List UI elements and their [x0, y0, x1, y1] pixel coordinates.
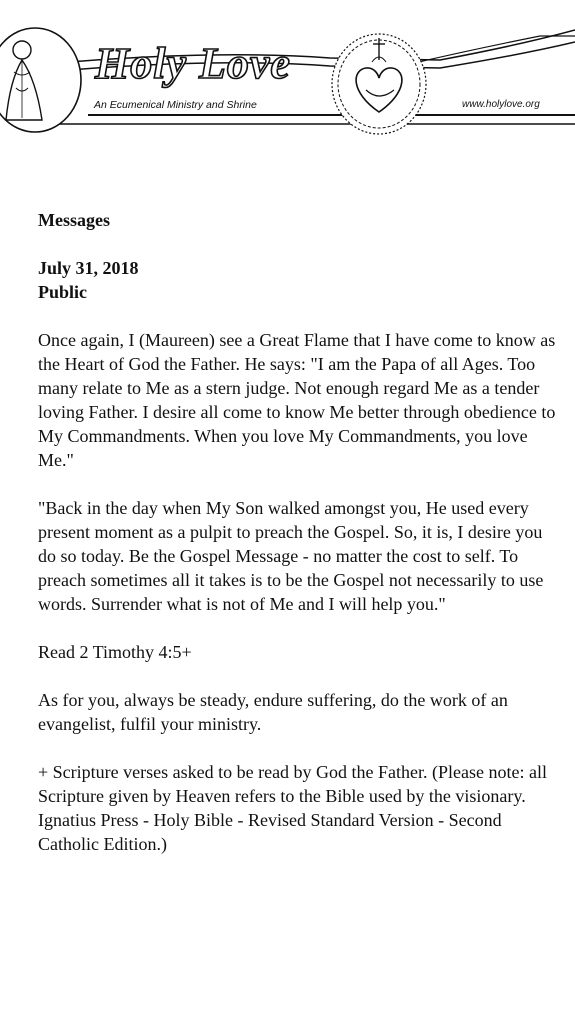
header-banner	[0, 0, 575, 135]
scripture-verse: As for you, always be steady, endure suffering, do the work of an evangelist, fulfil your ministry.	[38, 690, 508, 734]
sacred-heart-wreath-icon	[332, 34, 426, 134]
message-audience: Public	[38, 282, 88, 302]
message-article	[38, 208, 558, 880]
message-paragraph: "Back in the day when My Son walked amongst you, He used every present moment as a pulpit to preach the Gospel. So, it is, I desire you do so today. Be the Gospel Message - no matter the cost to self. To preach sometimes all it takes is to be the Gospel not necessarily to use words. Surrender what is not of Me and I will help you."	[38, 498, 544, 614]
scripture-footnote: + Scripture verses asked to be read by God the Father. (Please note: all Scripture given by Heaven refers to the Bible used by the visionary. Ignatius Press - Holy Bible - Revised Standard Version - Second Catholic Edition.)	[38, 762, 548, 854]
tagline: An Ecumenical Ministry and Shrine	[94, 99, 257, 111]
message-paragraph: Once again, I (Maureen) see a Great Flame that I have come to know as the Heart of God the Father. He says: "I am the Papa of all Ages. Too many relate to Me as a stern judge. Not enough regard Me as a tender loving Father. I desire all come to know Me better through obedience to My Commandments. When you love My Commandments, you love Me."	[38, 330, 556, 470]
mary-medallion-icon	[0, 28, 81, 132]
website-url[interactable]: www.holylove.org	[462, 99, 540, 110]
holy-love-logo: Holy Love	[95, 39, 291, 88]
section-title: Messages	[38, 210, 110, 230]
message-date: July 31, 2018	[38, 258, 139, 278]
scripture-reference: Read 2 Timothy 4:5+	[38, 642, 192, 662]
